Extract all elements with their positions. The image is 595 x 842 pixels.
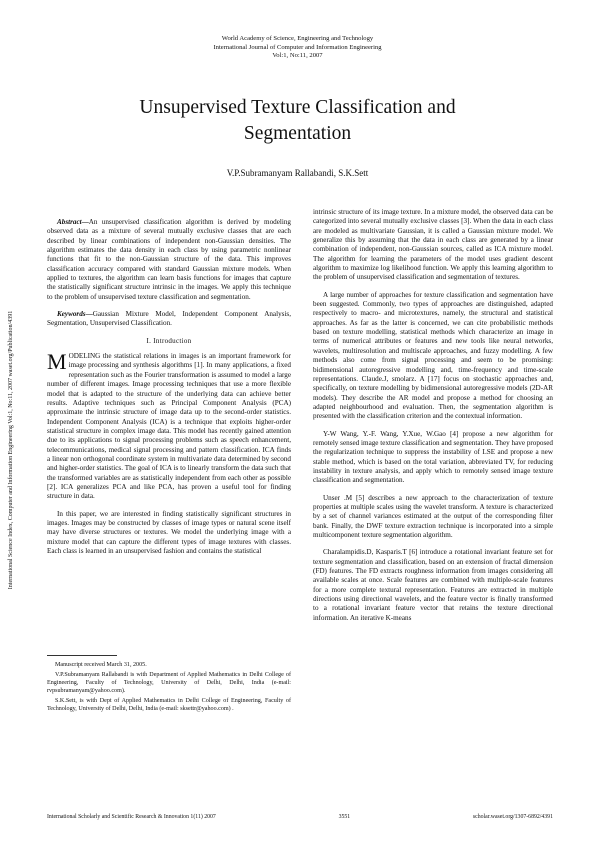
right-paragraph-3: Y-W Wang, Y.-F. Wang, Y.Xue, W.Gao [4] propose a new algorithm for remotely sensed image texture classification and segmentation. They have proposed the regularization technique to suppress the instability of LSE and propose a new stable method, which is based on the total variation, abbreviated TV, for reducing instability in texture analysis, and apply which to remotely sensed image texture classification and segmentation.: [313, 429, 553, 485]
right-paragraph-4: Unser .M [5] describes a new approach to the characterization of texture properties at multiple scales using the wavelet transform. A texture is characterized by a set of channel variances estimated at the output of the corresponding filter bank. Finally, the DWF texture extraction technique is incorporated into a simple multicomponent texture segmentation algorithm.: [313, 493, 553, 539]
section-heading-introduction: I. Introduction: [146, 336, 192, 345]
footer-url: scholar.waset.org/1307-6892/4391: [472, 814, 553, 820]
intro-paragraph-1-text: ODELING the statistical relations in images is an important framework for image processing and synthesis algorithms [1]. In many applications, a fixed representation such as the Fourier transformation is assumed to model a large number of different images. Image processing techniques that use a more flexible model that is adapted to the structure of the underlying data can achieve better results. Adaptive techniques such as Principal Component Analysis (PCA) approximate the intrinsic structure of image data up to the second-order statistics. Independent Component Analysis (ICA) is a technique that exploits higher-order statistical structure in complex image data. This model has recently gained attention due to its applications to signal processing problems such as speech enhancement, telecommunications, medical signal processing and pattern classification. ICA finds a linear non orthogonal coordinate system in multivariate data determined by second and higher-order statistics. The goal of ICA is to linearly transform the data such that the transformed variables are as statistically independent from each other as possible [2]. ICA generalizes PCA and like PCA, has proven a useful tool for finding structure in data.: [47, 352, 291, 501]
keywords-paragraph: Keywords—Gaussian Mixture Model, Independent Component Analysis, Segmentation, Unsupervised Classification.: [47, 310, 291, 328]
side-margin-note: [6, 240, 16, 660]
title-line-2: Segmentation: [243, 123, 352, 144]
keywords-text: Gaussian Mixture Model, Independent Component Analysis, Segmentation, Unsupervised Classification.: [47, 310, 291, 328]
intro-paragraph-1: [47, 349, 291, 502]
footnote-rule: [47, 655, 117, 656]
right-paragraph-2: A large number of approaches for texture classification and segmentation have been suggested. Commonly, two types of approaches are distinguished, adapted respectively to macro- and microtextures, namely, the structural and statistical approaches. As far as the latter is concerned, we can cite probabilistic methods based on texture modelling, statistical methods which characterize an image in terms of numerical attributes or features and new tools like neural networks, wavelets, multiresolution and multiscale approaches, and fuzzy modelling. A few methods also come from signal processing and seem to be promising: bidimensional autoregressive modelling and, time-frequency and time-scale representations. Claude.J, smolarz. A [17] focus on stochastic approaches and, specifically, on texture modelling by bidimensional autoregressive models (2D-AR models). They describe the AR model and propose a method for choosing an adapted neighbourhood and evaluation. Then, the segmentation algorithm is presented with the classification criterion and the contextual information.: [313, 290, 553, 421]
footnote-author-1: V.P.Subramanyam Rallabandi is with Department of Applied Mathematics in Delhi College of Engineering, Faculty of Technology, University of Delhi, Delhi, India (e-mail: rvpsubramanyam@yahoo.com).: [47, 672, 291, 695]
abstract-paragraph: Abstract—An unsupervised classification algorithm is derived by modeling observed data as a mixture of several mutually exclusive classes that are each described by linear combinations of independent non-Gaussian densities. The algorithm estimates the data density in each class by using parametric nonlinear functions that fit to the non-Gaussian structure of the data. This improves classification accuracy compared with standard Gaussian mixture models. When applied to textures, the algorithm can learn basis functions for images that capture the statistically significant structure intrinsic in the images. We apply this technique to the problem of unsupervised texture classification and segmentation.: [47, 218, 291, 301]
keywords-label: Keywords: [57, 310, 86, 319]
footnote-received: Manuscript received March 31, 2005.: [55, 662, 147, 668]
footnote-author-2: S.K.Sett, is with Dept of Applied Mathematics in Delhi College of Engineering, Faculty of Technology, University of Delhi, Delhi, India (e-mail: sksettr@yahoo.com) .: [47, 698, 291, 713]
left-column: [47, 218, 291, 564]
journal-header: [0, 35, 595, 61]
paper-title: [60, 95, 535, 147]
right-paragraph-1: intrinsic structure of its image texture. In a mixture model, the observed data can be categorized into several mutually exclusive classes [3]. When the data in each class are modeled as multivariate Gaussian, it is called a Gaussian mixture model. We generalize this by assuming that the data in each class are generated by a linear combination of independent, non-Gaussian sources, called as ICA mixture model. The algorithm for learning the parameters of the model uses gradient descent algorithm to maximize log likelihood function. We apply this learning algorithm to the problem of unsupervised classification and segmentation of textures.: [313, 208, 553, 282]
abstract-label: Abstract: [57, 218, 82, 226]
title-line-1: Unsupervised Texture Classification and: [139, 97, 456, 118]
journal-name: International Journal of Computer and Information Engineering: [213, 43, 382, 51]
journal-publisher: World Academy of Science, Engineering and Technology: [221, 35, 374, 42]
journal-volume: Vol:1, No:11, 2007: [272, 52, 323, 60]
drop-cap: M: [47, 349, 67, 375]
author-list: V.P.Subramanyam Rallabandi, S.K.Sett: [226, 168, 369, 178]
footer-publisher: International Scholarly and Scientific Research & Innovation 1(11) 2007: [47, 814, 216, 820]
right-column: [313, 208, 553, 631]
page-number: 3551: [338, 814, 351, 820]
side-margin-text: International Science Index, Computer and Information Engineering Vol:1, No:11, 2007 waset.org/Publication/4391: [8, 310, 14, 590]
intro-paragraph-2: In this paper, we are interested in finding statistically significant structures in images. Images may be constructed by classes of image types or natural scene itself may have diverse structures or textures. We model the underlying image with a mixture model that can capture the different types of image textures with classes. Each class is learned in an unsupervised fashion and contains the statistical: [47, 509, 291, 555]
abstract-text: An unsupervised classification algorithm is derived by modeling observed data as a mixture of several mutually exclusive classes that are each described by linear combinations of independent non-Gaussian densities. The algorithm estimates the data density in each class by using parametric nonlinear functions that fit to the non-Gaussian structure of the data. This improves classification accuracy compared with standard Gaussian mixture models. When applied to textures, the algorithm can learn basis functions for images that capture the statistically significant structure intrinsic in the images. We apply this technique to the problem of unsupervised texture classification and segmentation.: [47, 218, 291, 301]
footnotes: [47, 655, 291, 716]
page-footer: [47, 814, 553, 820]
right-paragraph-5: Charalampidis.D, Kasparis.T [6] introduce a rotational invariant feature set for texture segmentation and classification, based on an extension of fractal dimension (FD) features. The FD extracts roughness information from images considering all available scales at once. Scale features are combined with multiple-scale features for a more complete textural representation. Features are extracted in multiple directions using directional wavelets, and the feature vector is finally transformed to a rotational invariant feature vector that retains the texture directional information. An iterative K-means: [313, 548, 553, 622]
